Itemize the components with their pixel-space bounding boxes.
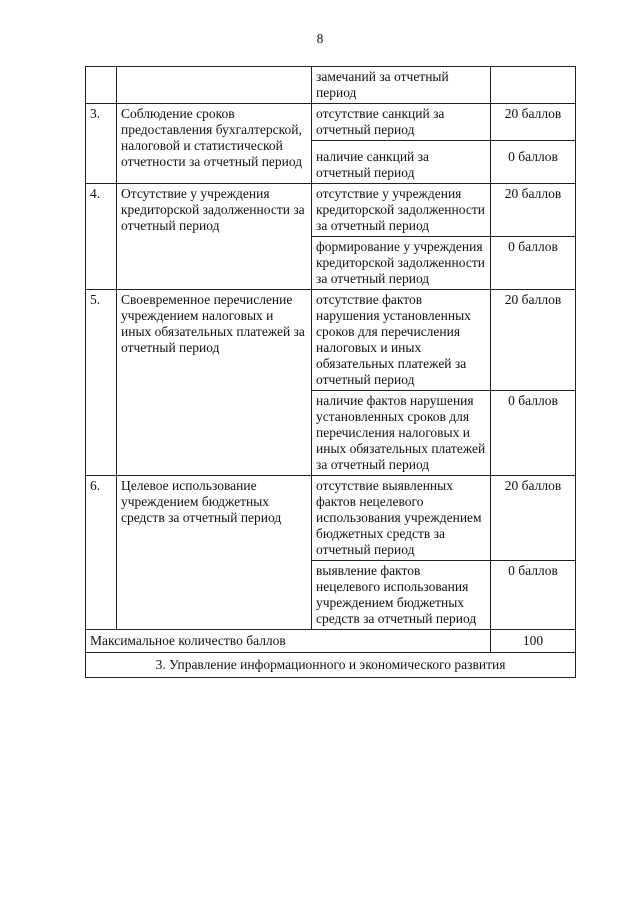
- score-cell: 20 баллов: [491, 184, 576, 237]
- condition-cell: отсутствие у учреждения кредиторской задолженности за отчетный период: [312, 184, 491, 237]
- total-label: Максимальное количество баллов: [86, 630, 491, 653]
- table-row: [86, 67, 576, 104]
- row-number-cell: [86, 67, 117, 104]
- row-number-cell: 3.: [86, 104, 117, 184]
- score-cell: 0 баллов: [491, 141, 576, 184]
- condition-cell: отсутствие выявленных фактов нецелевого использования учреждением бюджетных средств за отчетный период: [312, 476, 491, 561]
- criterion-name-cell: Целевое использование учреждением бюджетных средств за отчетный период: [117, 476, 312, 630]
- score-cell: 0 баллов: [491, 391, 576, 476]
- score-cell: 20 баллов: [491, 104, 576, 141]
- row-number-cell: 6.: [86, 476, 117, 630]
- total-row: [86, 630, 576, 653]
- criterion-name-cell: [117, 67, 312, 104]
- condition-cell: отсутствие фактов нарушения установленных сроков для перечисления налоговых и иных обязательных платежей за отчетный период: [312, 290, 491, 391]
- condition-cell: наличие фактов нарушения установленных сроков для перечисления налоговых и иных обязательных платежей за отчетный период: [312, 391, 491, 476]
- page-number: 8: [316, 31, 324, 46]
- condition-cell: выявление фактов нецелевого использования учреждением бюджетных средств за отчетный период: [312, 561, 491, 630]
- criterion-name-cell: Соблюдение сроков предоставления бухгалтерской, налоговой и статистической отчетности за отчетный период: [117, 104, 312, 184]
- score-cell: [491, 67, 576, 104]
- row-number-cell: 4.: [86, 184, 117, 290]
- criteria-table: [85, 66, 576, 678]
- score-cell: 20 баллов: [491, 476, 576, 561]
- row-number-cell: 5.: [86, 290, 117, 476]
- score-cell: 20 баллов: [491, 290, 576, 391]
- condition-cell: отсутствие санкций за отчетный период: [312, 104, 491, 141]
- table-row: [86, 104, 576, 141]
- total-value: 100: [491, 630, 576, 653]
- table-row: [86, 290, 576, 391]
- condition-cell: формирование у учреждения кредиторской задолженности за отчетный период: [312, 237, 491, 290]
- condition-cell: замечаний за отчетный период: [312, 67, 491, 104]
- section-heading: 3. Управление информационного и экономического развития: [86, 653, 576, 678]
- condition-cell: наличие санкций за отчетный период: [312, 141, 491, 184]
- score-cell: 0 баллов: [491, 237, 576, 290]
- section-row: [86, 653, 576, 678]
- criterion-name-cell: Отсутствие у учреждения кредиторской задолженности за отчетный период: [117, 184, 312, 290]
- criterion-name-cell: Своевременное перечисление учреждением налоговых и иных обязательных платежей за отчетный период: [117, 290, 312, 476]
- table-row: [86, 476, 576, 561]
- score-cell: 0 баллов: [491, 561, 576, 630]
- table-row: [86, 184, 576, 237]
